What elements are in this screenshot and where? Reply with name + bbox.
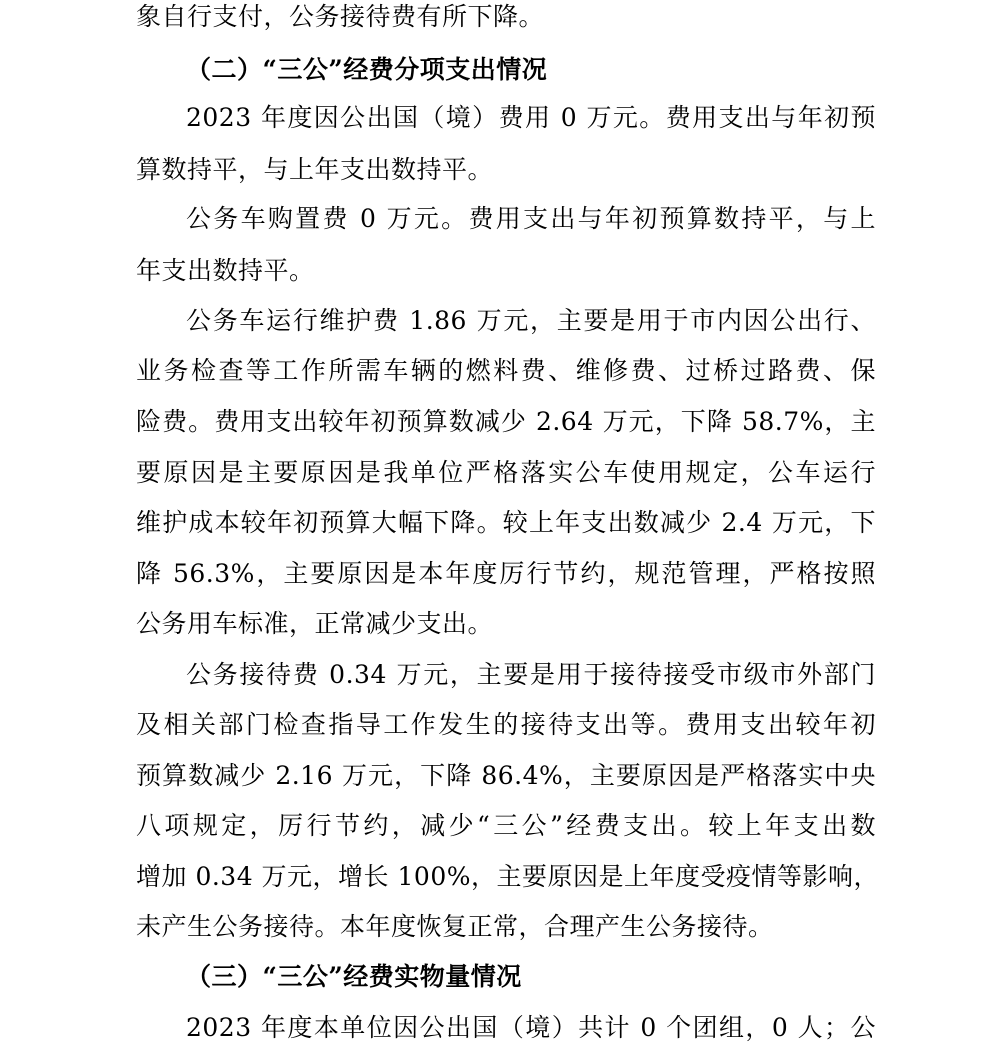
section-heading-2: （二）“三公”经费分项支出情况 <box>186 55 548 84</box>
text-line: 公务车购置费 0 万元。费用支出与年初预算数持平，与上 <box>186 204 876 233</box>
text-line: 2023 年度因公出国（境）费用 0 万元。费用支出与年初预 <box>186 103 876 132</box>
text-line: 未产生公务接待。本年度恢复正常，合理产生公务接待。 <box>136 912 774 941</box>
text-line: 要原因是主要原因是我单位严格落实公车使用规定，公车运行 <box>136 458 876 487</box>
text-line: 2023 年度本单位因公出国（境）共计 0 个团组，0 人；公 <box>186 1013 876 1042</box>
text-line: 降 56.3%，主要原因是本年度厉行节约，规范管理，严格按照 <box>136 559 876 588</box>
text-line: 业务检查等工作所需车辆的燃料费、维修费、过桥过路费、保 <box>136 356 876 385</box>
text-line: 公务接待费 0.34 万元，主要是用于接待接受市级市外部门 <box>186 660 876 689</box>
text-line: 增加 0.34 万元，增长 100%，主要原因是上年度受疫情等影响， <box>136 862 879 891</box>
section-heading-3: （三）“三公”经费实物量情况 <box>186 962 522 991</box>
text-line: 算数持平，与上年支出数持平。 <box>136 155 494 184</box>
text-line: 八项规定，厉行节约，减少“三公”经费支出。较上年支出数 <box>136 811 876 840</box>
text-line: 象自行支付，公务接待费有所下降。 <box>136 2 545 31</box>
text-line: 年支出数持平。 <box>136 256 315 285</box>
text-line: 维护成本较年初预算大幅下降。较上年支出数减少 2.4 万元，下 <box>136 508 876 537</box>
text-line: 及相关部门检查指导工作发生的接待支出等。费用支出较年初 <box>136 710 876 739</box>
text-line: 险费。费用支出较年初预算数减少 2.64 万元，下降 58.7%，主 <box>136 407 876 436</box>
text-line: 公务车运行维护费 1.86 万元，主要是用于市内因公出行、 <box>186 306 876 335</box>
text-line: 预算数减少 2.16 万元，下降 86.4%，主要原因是严格落实中央 <box>136 761 876 790</box>
text-line: 公务用车标准，正常减少支出。 <box>136 609 494 638</box>
